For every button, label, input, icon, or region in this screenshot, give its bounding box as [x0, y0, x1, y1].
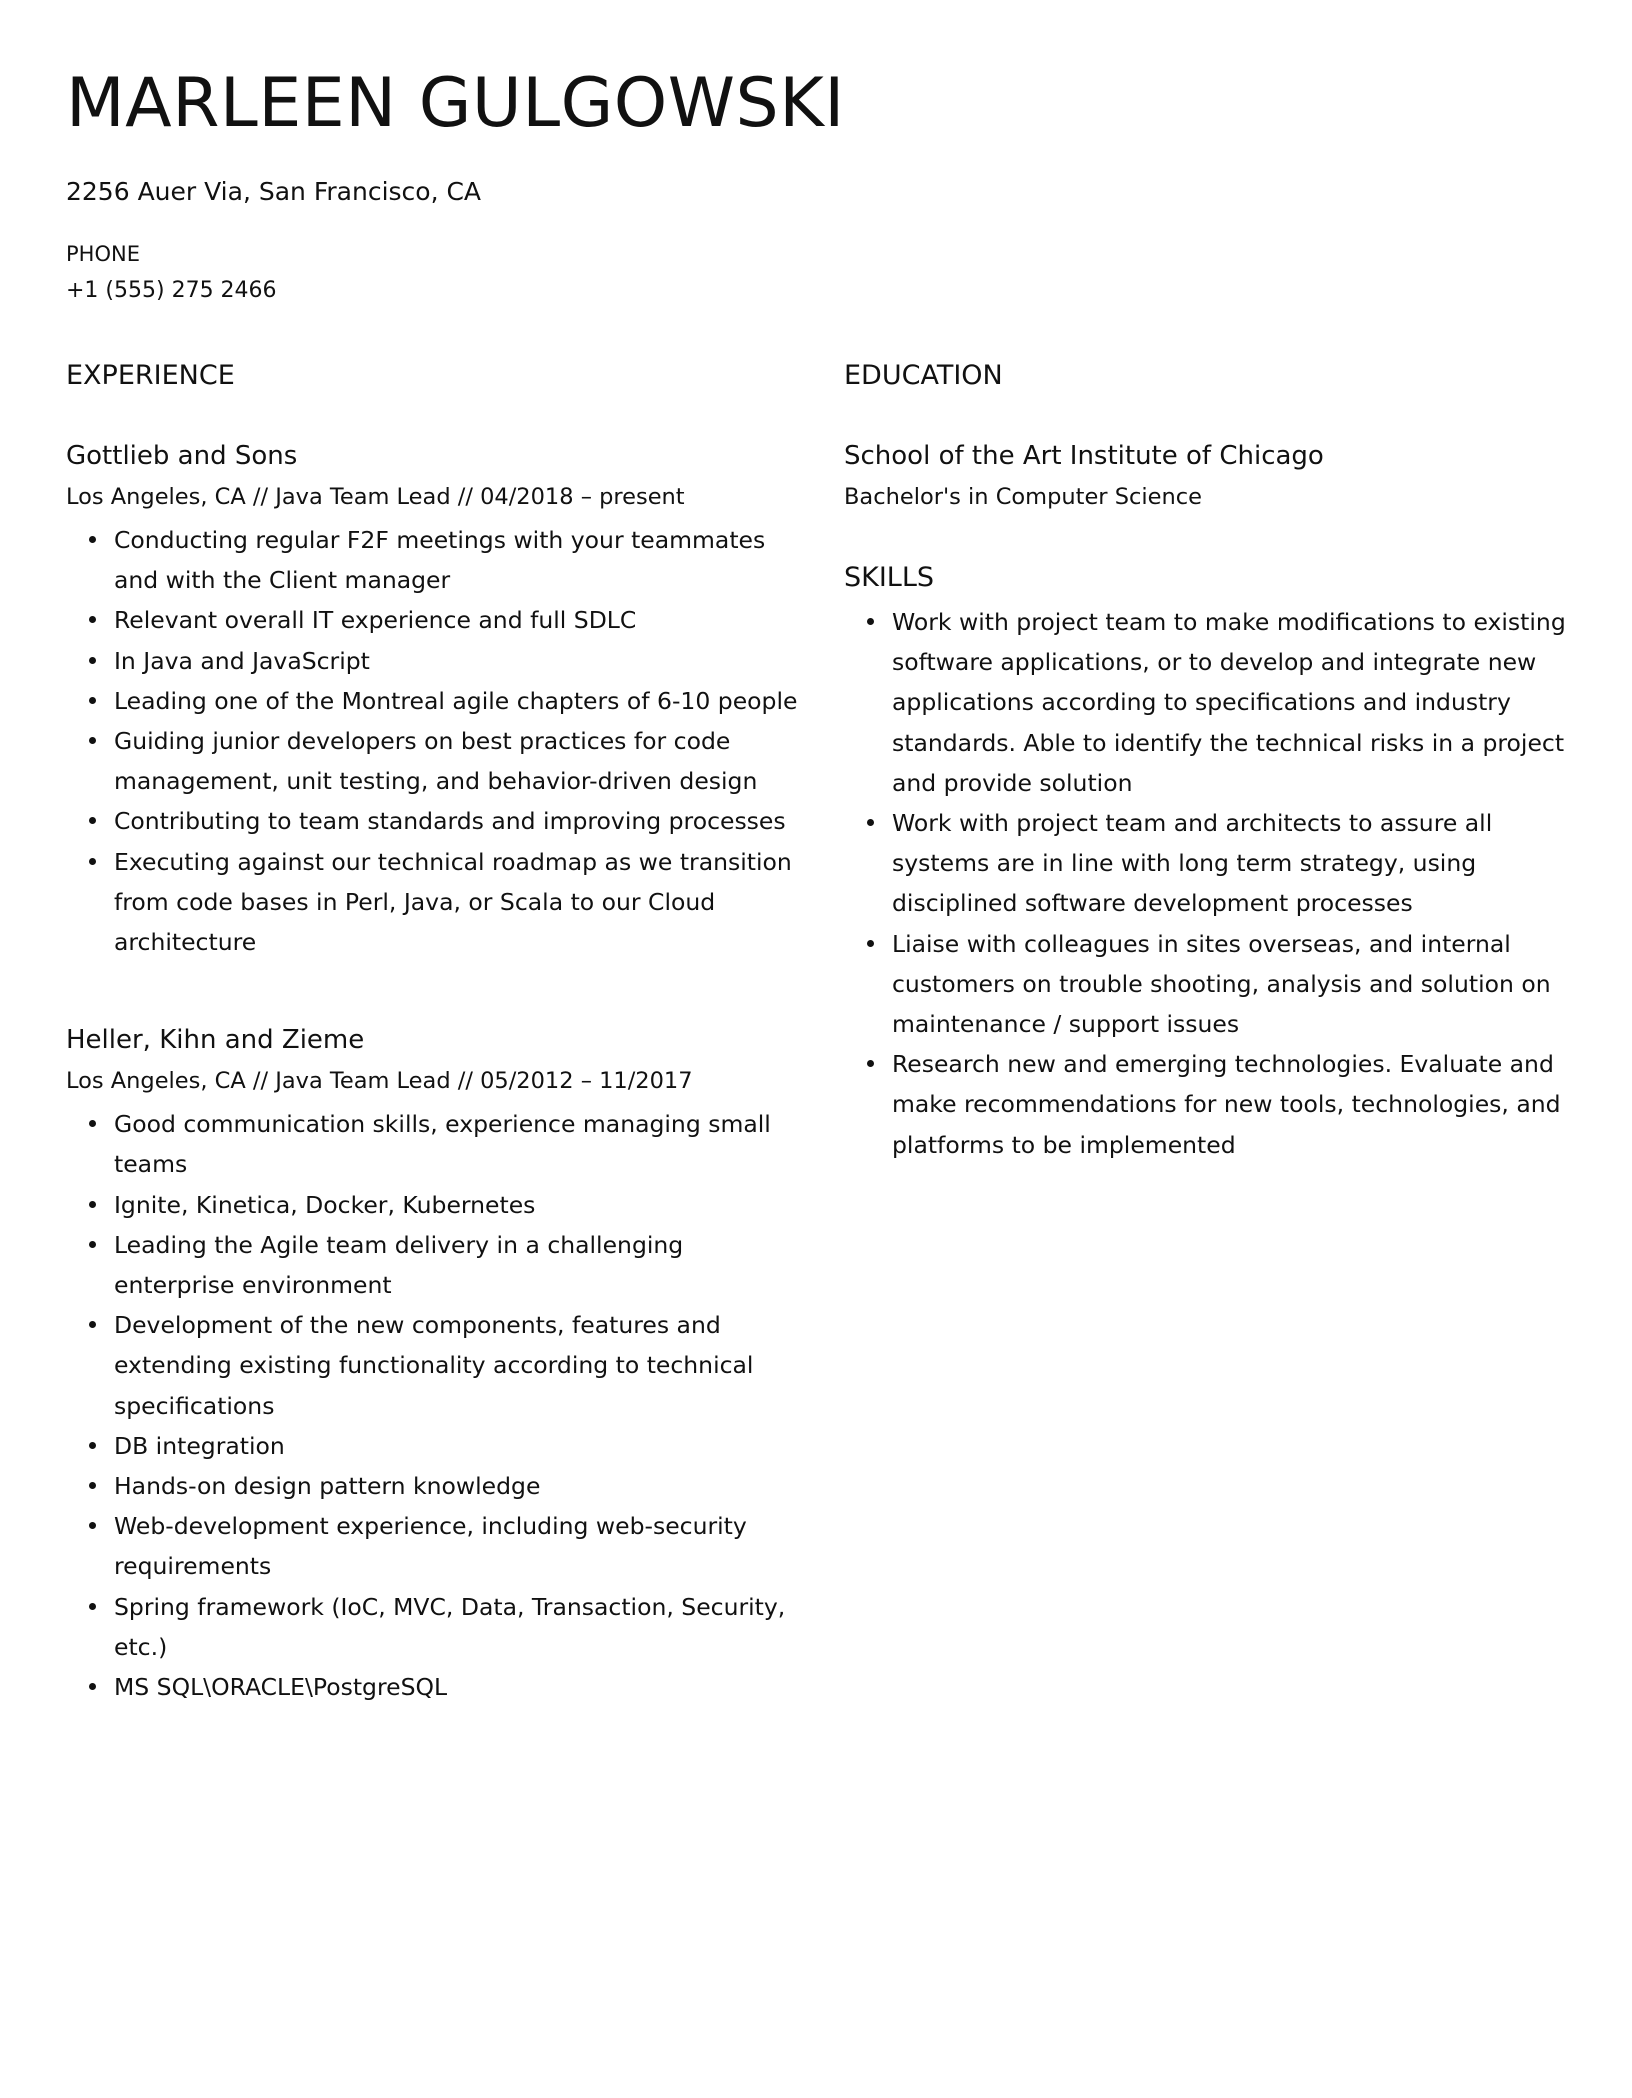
education-entry: [844, 436, 1574, 516]
experience-column: [66, 356, 806, 1707]
skills-heading: SKILLS: [844, 562, 935, 593]
skill-item: Work with project team to make modifications to existing software applications, or to develop and integrate new applications according to specifications and industry standards. Able to identify the technical risks in a project and provide solution: [844, 602, 1574, 803]
job-bullet: Executing against our technical roadmap as we transition from code bases in Perl, Java, or Scala to our Cloud architecture: [66, 842, 806, 963]
job-bullet: Development of the new components, features and extending existing functionality according to technical specifications: [66, 1305, 806, 1426]
job-bullet: DB integration: [66, 1426, 806, 1466]
candidate-name: MARLEEN GULGOWSKI: [66, 64, 845, 143]
skill-item: Liaise with colleagues in sites overseas, and internal customers on trouble shooting, analysis and solution on maintenance / support issues: [844, 924, 1574, 1045]
job-bullet: Relevant overall IT experience and full SDLC: [66, 600, 806, 640]
job-bullet: Web-development experience, including web-security requirements: [66, 1506, 806, 1586]
job-entry-gottlieb: [66, 436, 806, 962]
phone-number: +1 (555) 275 2466: [66, 278, 277, 303]
job-bullet: Conducting regular F2F meetings with your teammates and with the Client manager: [66, 520, 806, 600]
job-bullet: Leading the Agile team delivery in a challenging enterprise environment: [66, 1225, 806, 1305]
job-bullet: Contributing to team standards and improving processes: [66, 801, 806, 841]
job-company: Gottlieb and Sons: [66, 441, 298, 471]
job-bullets: [66, 1104, 806, 1707]
school-name: School of the Art Institute of Chicago: [844, 441, 1324, 471]
skill-item: Work with project team and architects to assure all systems are in line with long term strategy, using disciplined software development processes: [844, 803, 1574, 924]
job-company: Heller, Kihn and Zieme: [66, 1025, 365, 1056]
job-bullet: In Java and JavaScript: [66, 641, 806, 681]
skills-list: [844, 602, 1574, 1165]
job-bullet: Ignite, Kinetica, Docker, Kubernetes: [66, 1185, 806, 1225]
job-bullet: Good communication skills, experience managing small teams: [66, 1104, 806, 1184]
job-bullet: Guiding junior developers on best practices for code management, unit testing, and behavior-driven design: [66, 721, 806, 801]
degree: Bachelor's in Computer Science: [844, 484, 1202, 510]
job-bullet: Leading one of the Montreal agile chapters of 6-10 people: [66, 681, 806, 721]
experience-heading: EXPERIENCE: [66, 360, 235, 391]
job-bullet: Spring framework (IoC, MVC, Data, Transaction, Security, etc.): [66, 1587, 806, 1667]
job-bullet: MS SQL\ORACLE\PostgreSQL: [66, 1667, 806, 1707]
education-skills-column: [844, 356, 1574, 1165]
education-heading: EDUCATION: [844, 360, 1003, 391]
job-meta: Los Angeles, CA // Java Team Lead // 04/2018 – present: [66, 484, 685, 510]
job-entry-heller: [66, 1020, 806, 1707]
phone-label: PHONE: [66, 242, 140, 266]
skill-item: Research new and emerging technologies. Evaluate and make recommendations for new tools, technologies, and platforms to be implemented: [844, 1044, 1574, 1165]
job-meta: Los Angeles, CA // Java Team Lead // 05/2012 – 11/2017: [66, 1068, 693, 1095]
address: 2256 Auer Via, San Francisco, CA: [66, 177, 482, 206]
job-bullets: [66, 520, 806, 962]
job-bullet: Hands-on design pattern knowledge: [66, 1466, 806, 1506]
